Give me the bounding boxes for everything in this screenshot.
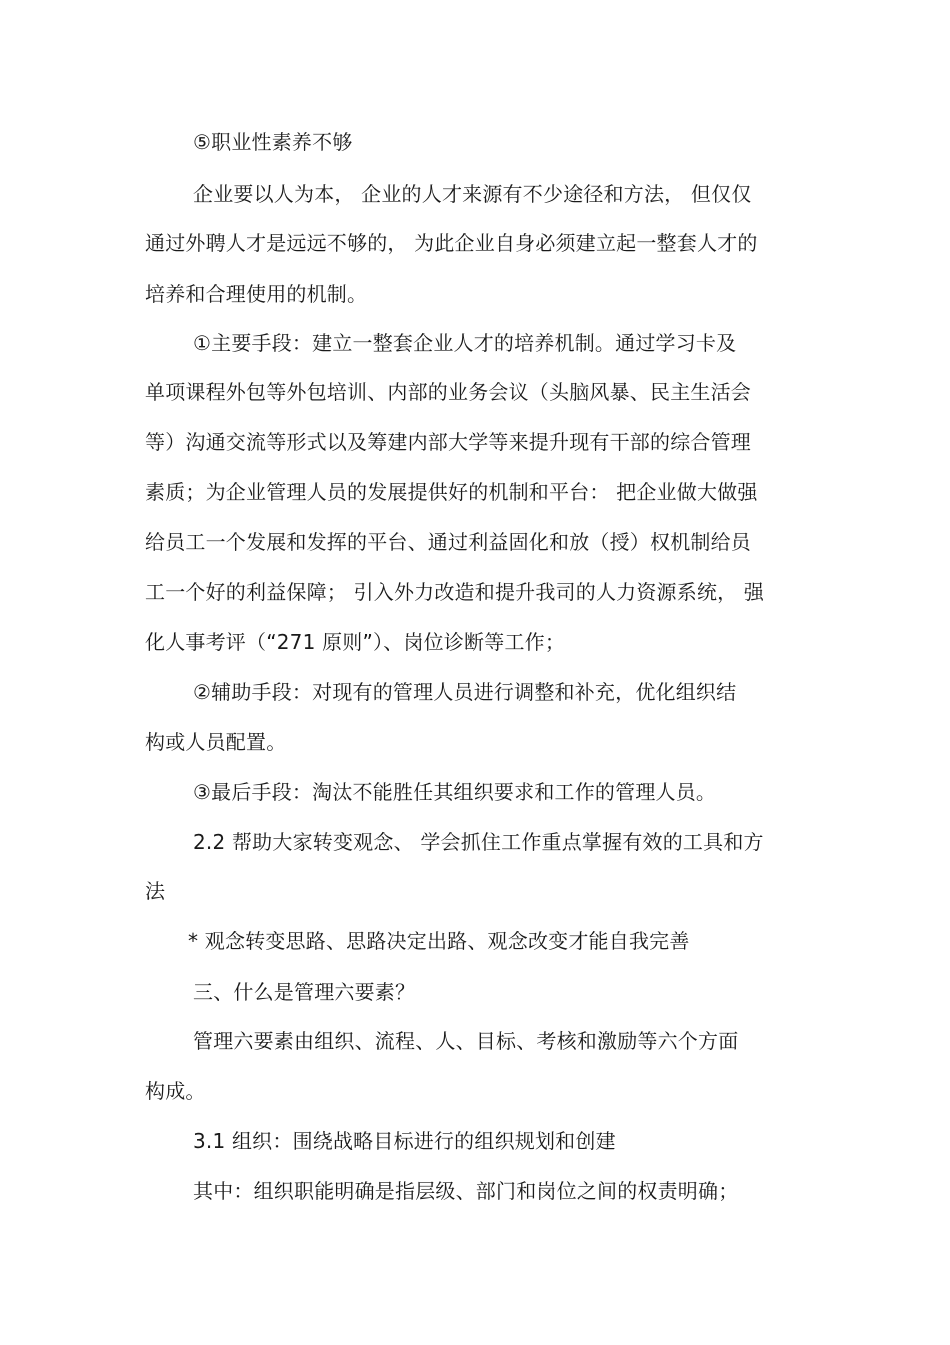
- paragraph-line: 给员工一个发展和发挥的平台、通过利益固化和放（授）权机制给员: [145, 530, 751, 554]
- paragraph-line: ②辅助手段：对现有的管理人员进行调整和补充，优化组织结: [193, 680, 737, 704]
- bullet-line: * 观念转变思路、思路决定出路、观念改变才能自我完善: [188, 929, 690, 953]
- paragraph-line: 构或人员配置。: [145, 730, 287, 754]
- paragraph-line: 等）沟通交流等形式以及筹建内部大学等来提升现有干部的综合管理: [145, 430, 751, 454]
- paragraph-line: 法: [145, 879, 166, 903]
- paragraph-line: 构成。: [145, 1079, 206, 1103]
- section-heading-3-1: 3.1 组织：围绕战略目标进行的组织规划和创建: [193, 1129, 616, 1153]
- paragraph-line: 通过外聘人才是远远不够的， 为此企业自身必须建立起一整套人才的: [145, 231, 758, 255]
- paragraph-line: 工一个好的利益保障； 引入外力改造和提升我司的人力资源系统， 强: [145, 580, 765, 604]
- paragraph-line: 其中：组织职能明确是指层级、部门和岗位之间的权责明确；: [193, 1179, 739, 1203]
- section-heading-2-2: 2.2 帮助大家转变观念、 学会抓住工作重点掌握有效的工具和方: [193, 830, 764, 854]
- paragraph-line: 单项课程外包等外包培训、内部的业务会议（头脑风暴、民主生活会: [145, 380, 751, 404]
- paragraph-line: 管理六要素由组织、流程、人、目标、考核和激励等六个方面: [193, 1029, 739, 1053]
- paragraph-line: ①主要手段：建立一整套企业人才的培养机制。通过学习卡及: [193, 331, 737, 355]
- section-heading-3: 三、什么是管理六要素？: [193, 980, 416, 1004]
- heading-item-5: ⑤职业性素养不够: [193, 130, 353, 154]
- paragraph-line: 素质；为企业管理人员的发展提供好的机制和平台： 把企业做大做强: [145, 480, 758, 504]
- paragraph-line: 企业要以人为本， 企业的人才来源有不少途径和方法， 但仅仅: [193, 182, 752, 206]
- paragraph-line: ③最后手段：淘汰不能胜任其组织要求和工作的管理人员。: [193, 780, 717, 804]
- paragraph-line: 培养和合理使用的机制。: [145, 282, 368, 306]
- paragraph-line: 化人事考评（“271 原则”）、岗位诊断等工作；: [145, 630, 566, 654]
